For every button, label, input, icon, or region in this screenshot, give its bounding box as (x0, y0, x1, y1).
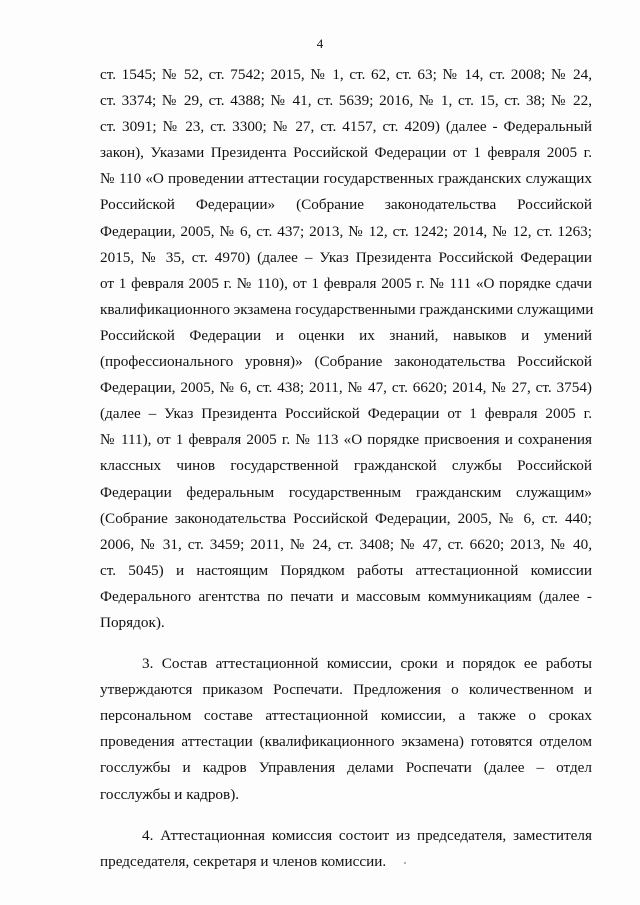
scan-speck (404, 862, 406, 864)
paragraph-spacer (100, 636, 592, 651)
document-body (100, 62, 592, 875)
text-line: Федерального агентства по печати и массовым коммуникациям (далее - (100, 587, 592, 605)
text-line: 4. Аттестационная комиссия состоит из председателя, заместителя (142, 826, 592, 844)
text-line: квалификационного экзамена государственными гражданскими служащими (100, 300, 594, 318)
text-line: (профессионального уровня)» (Собрание законодательства Российской (100, 353, 592, 371)
paragraph-spacer (100, 808, 592, 823)
text-line: ст. 5045) и настоящим Порядком работы аттестационной комиссии (100, 561, 592, 579)
text-line: Федерации федеральным государственным гражданским служащим» (100, 483, 592, 501)
page-number: 4 (316, 36, 324, 51)
text-line: проведения аттестации (квалификационного экзамена) готовятся отделом (100, 733, 592, 751)
text-line: ст. 3374; № 29, ст. 4388; № 41, ст. 5639; 2016, № 1, ст. 15, ст. 38; № 22, (100, 92, 592, 110)
paragraph-legal-basis (100, 62, 592, 636)
text-line: Порядок). (100, 613, 165, 631)
paragraph-commission-composition (100, 651, 592, 808)
text-line: персональном составе аттестационной комиссии, а также о сроках (100, 707, 592, 725)
text-line: классных чинов государственной гражданской службы Российской (100, 457, 592, 475)
text-line: закон), Указами Президента Российской Федерации от 1 февраля 2005 г. (100, 144, 592, 162)
paragraph-commission-members (100, 823, 592, 875)
text-line: ст. 1545; № 52, ст. 7542; 2015, № 1, ст. 62, ст. 63; № 14, ст. 2008; № 24, (100, 66, 592, 83)
text-line: от 1 февраля 2005 г. № 110), от 1 февраля 2005 г. № 111 «О порядке сдачи (100, 274, 592, 292)
text-line: 2015, № 35, ст. 4970) (далее – Указ Президента Российской Федерации (100, 248, 592, 266)
text-line: 3. Состав аттестационной комиссии, сроки и порядок ее работы (142, 655, 592, 673)
text-line: утверждаются приказом Роспечати. Предложения о количественном и (100, 681, 592, 699)
text-line: ст. 3091; № 23, ст. 3300; № 27, ст. 4157, ст. 4209) (далее - Федеральный (100, 118, 592, 136)
text-line: (Собрание законодательства Российской Федерации, 2005, № 6, ст. 440; (100, 509, 592, 527)
text-line: госслужбы и кадров). (100, 785, 240, 803)
text-line: (далее – Указ Президента Российской Федерации от 1 февраля 2005 г. (100, 405, 592, 423)
text-line: Федерации, 2005, № 6, ст. 438; 2011, № 47, ст. 6620; 2014, № 27, ст. 3754) (100, 379, 592, 397)
text-line: Федерации, 2005, № 6, ст. 437; 2013, № 12, ст. 1242; 2014, № 12, ст. 1263; (100, 222, 592, 240)
text-line: председателя, секретаря и членов комиссии. (100, 852, 387, 870)
text-line: № 111), от 1 февраля 2005 г. № 113 «О порядке присвоения и сохранения (100, 431, 592, 449)
text-line: Российской Федерации и оценки их знаний, навыков и умений (100, 326, 592, 344)
text-line: Российской Федерации» (Собрание законодательства Российской (100, 196, 592, 214)
text-line: госслужбы и кадров Управления делами Роспечати (далее – отдел (100, 759, 592, 777)
text-line: 2006, № 31, ст. 3459; 2011, № 24, ст. 3408; № 47, ст. 6620; 2013, № 40, (100, 535, 592, 553)
text-line: № 110 «О проведении аттестации государственных гражданских служащих (100, 170, 592, 188)
